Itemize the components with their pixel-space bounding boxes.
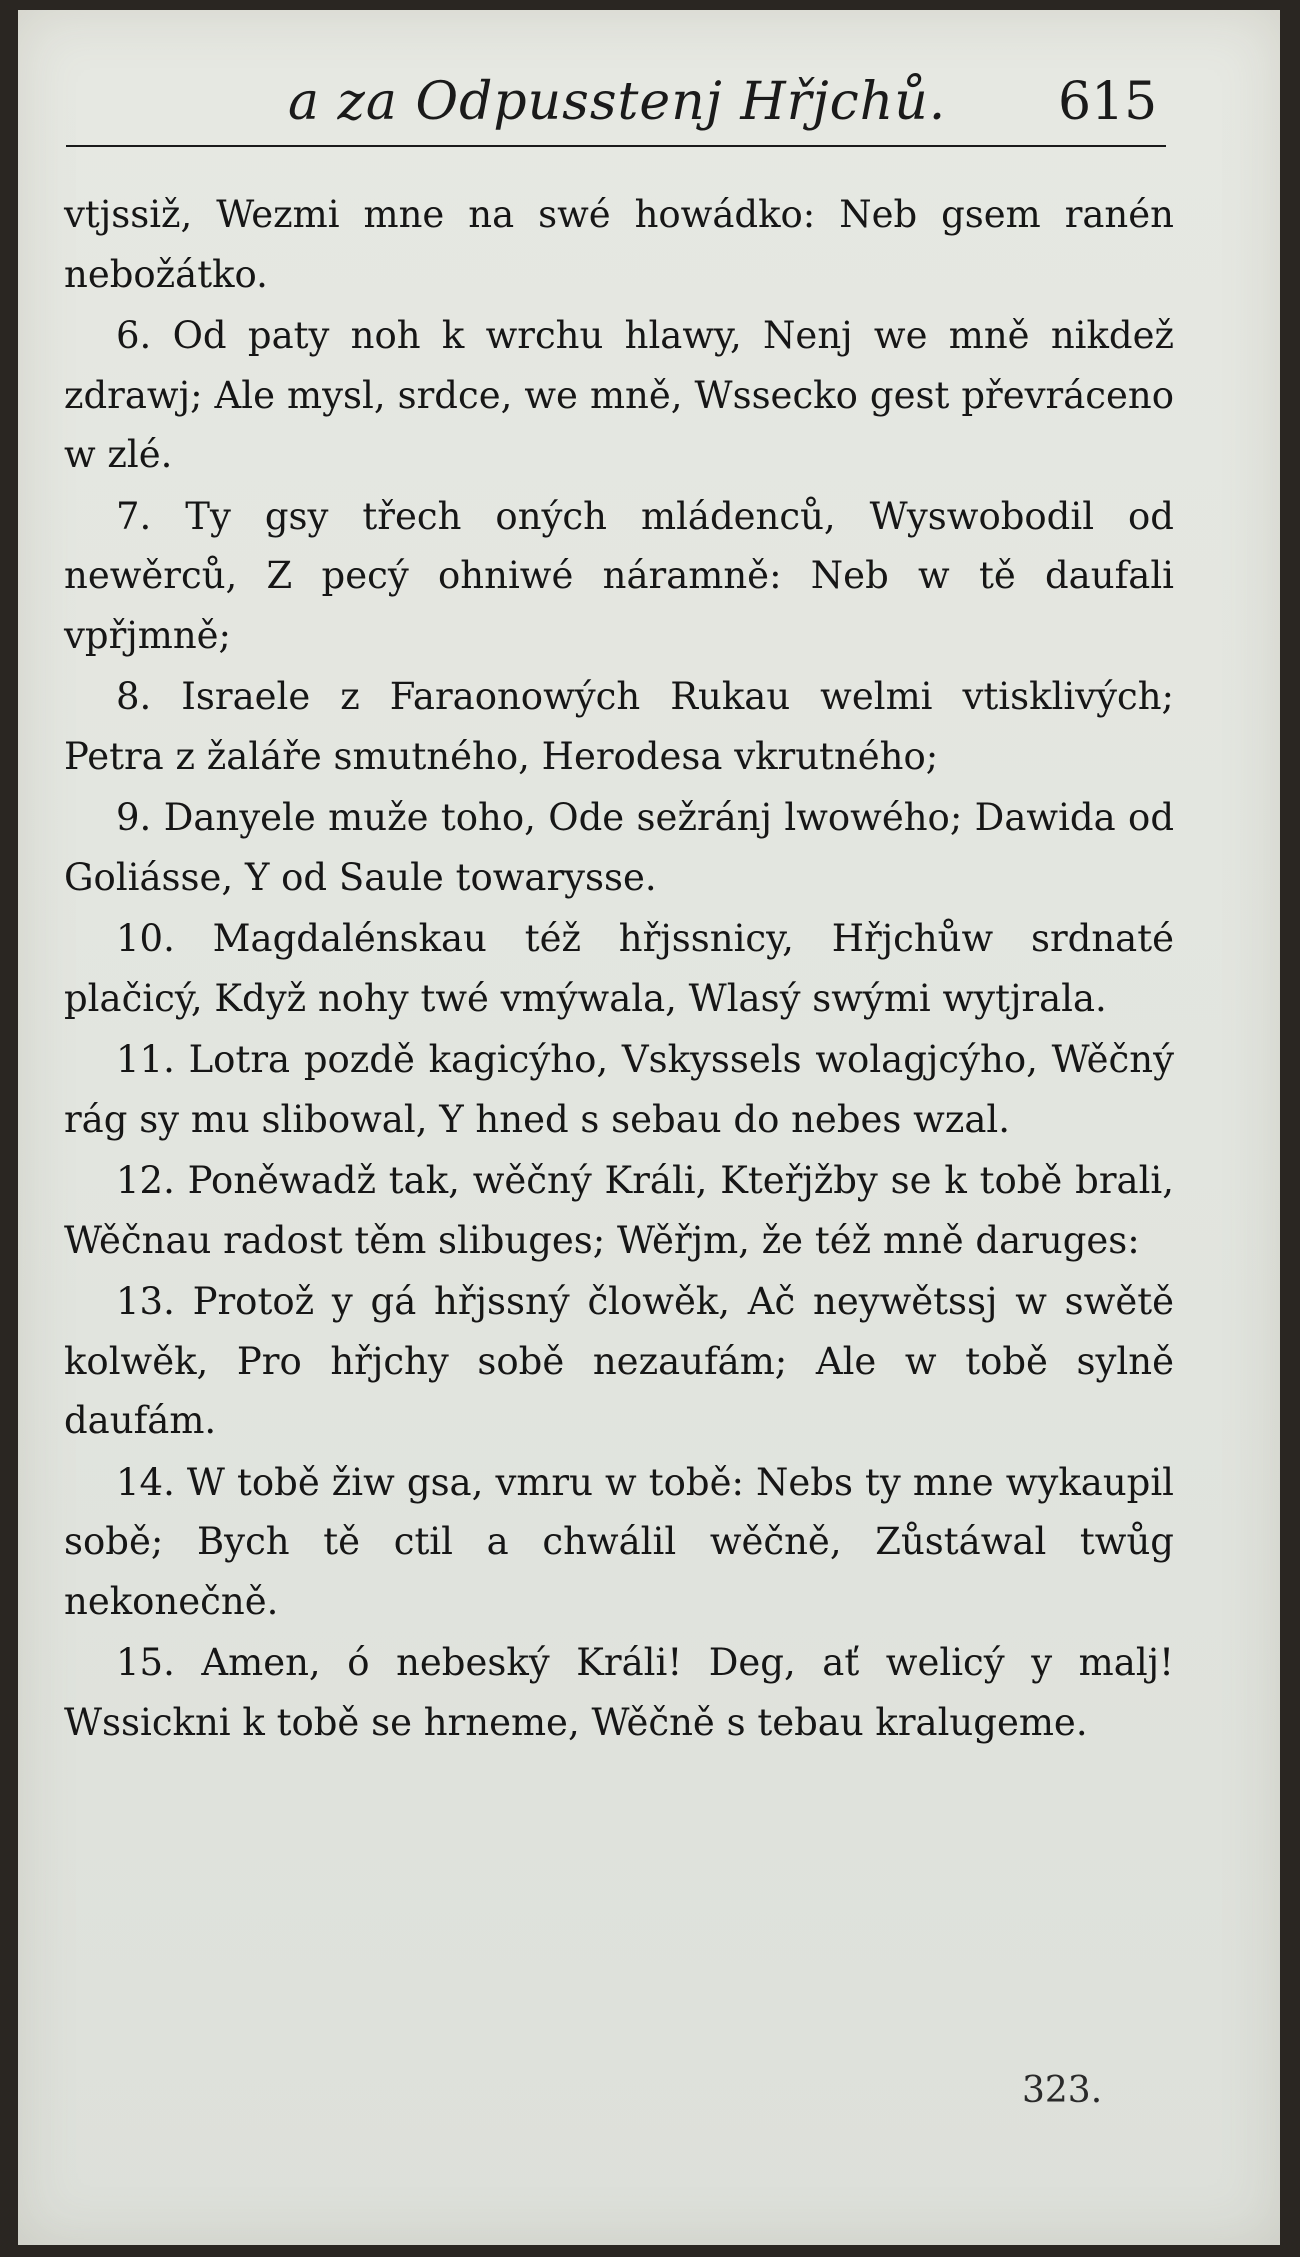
verse-13: 13. Protož y gá hřjssný člowěk, Ač neywětssj w swětě kolwěk, Pro hřjchy sobě nezaufám; Ale w tobě sylně daufám. <box>64 1280 1174 1442</box>
page-header <box>18 72 1280 142</box>
hymn-text <box>64 185 1174 1754</box>
running-title: a za Odpusstenj Hřjchů. <box>288 72 947 132</box>
verse-12: 12. Poněwadž tak, wěčný Králi, Kteřjžby se k tobě brali, Wěčnau radost těm slibuges; Wěřjm, že též mně daruges: <box>64 1159 1174 1262</box>
verse-8: 8. Israele z Faraonowých Rukau welmi vtisklivých; Petra z žaláře smutného, Herodesa vkrutného; <box>64 675 1174 778</box>
verse-10: 10. Magdalénskau též hřjssnicy, Hřjchůw srdnaté plačicý, Když nohy twé vmýwala, Wlasý swými wytjrala. <box>64 917 1174 1020</box>
book-page <box>18 10 1280 2245</box>
page-number: 615 <box>1058 72 1158 132</box>
header-rule <box>66 145 1166 147</box>
verse-continuation: vtjssiž, Wezmi mne na swé howádko: Neb gsem ranén nebožátko. <box>64 193 1174 296</box>
verse-7: 7. Ty gsy třech oných mládenců, Wyswobodil od newěrců, Z pecý ohniwé náramně: Neb w tě daufali vpřjmně; <box>64 494 1174 657</box>
verse-6: 6. Od paty noh k wrchu hlawy, Nenj we mně nikdež zdrawj; Ale mysl, srdce, we mně, Wssecko gest převráceno w zlé. <box>64 314 1174 476</box>
signature-mark: 323. <box>1022 2070 1103 2111</box>
verse-15: 15. Amen, ó nebeský Králi! Deg, ať welicý y malj! Wssickni k tobě se hrneme, Wěčně s tebau kralugeme. <box>64 1641 1174 1744</box>
verse-9: 9. Danyele muže toho, Ode sežránj lwowého; Dawida od Goliásse, Y od Saule towarysse. <box>64 796 1174 899</box>
verse-14: 14. W tobě žiw gsa, vmru w tobě: Nebs ty mne wykaupil sobě; Bych tě ctil a chwálil wěčně, Zůstáwal twůg nekonečně. <box>64 1460 1174 1623</box>
verse-11: 11. Lotra pozdě kagicýho, Vskyssels wolagjcýho, Wěčný rág sy mu slibowal, Y hned s sebau do nebes wzal. <box>64 1038 1174 1141</box>
